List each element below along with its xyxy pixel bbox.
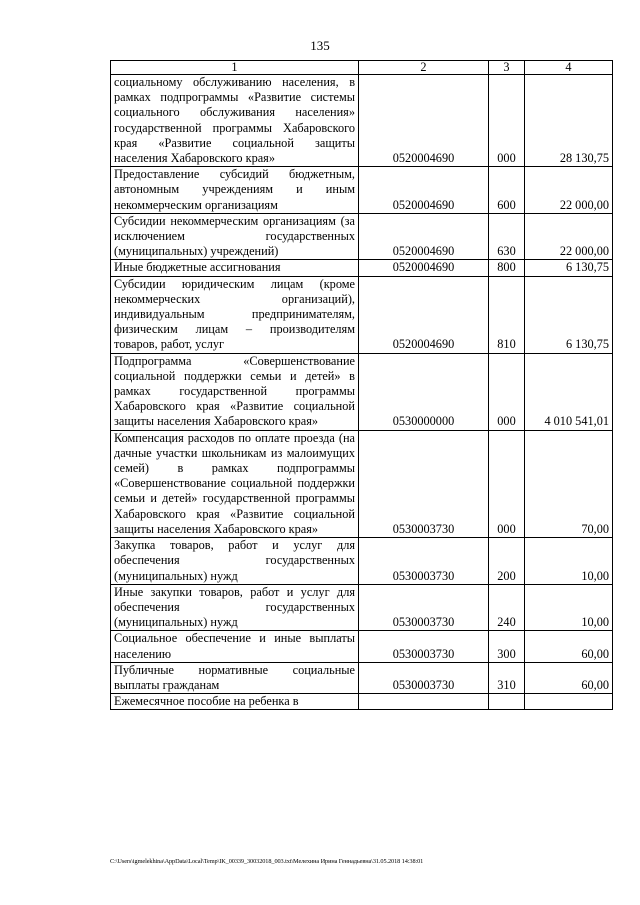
row-amount-cell: 28 130,75 <box>525 75 613 167</box>
row-amount-cell: 70,00 <box>525 430 613 537</box>
row-amount-cell: 60,00 <box>525 662 613 693</box>
row-code-cell: 0530003730 <box>359 430 489 537</box>
table-row <box>111 584 613 631</box>
budget-table <box>110 60 613 710</box>
row-amount-cell: 10,00 <box>525 584 613 631</box>
table-row <box>111 353 613 430</box>
row-code-cell: 0530003730 <box>359 584 489 631</box>
row-name-cell: Субсидии юридическим лицам (кроме некоммерческих организаций), индивидуальным предпринимателям, физическим лицам – производителям товаров, работ, услуг <box>111 276 359 353</box>
row-type-cell: 810 <box>489 276 525 353</box>
header-col-2: 2 <box>359 61 489 75</box>
page-number: 135 <box>310 38 330 53</box>
row-code-cell: 0520004690 <box>359 213 489 260</box>
table-row <box>111 276 613 353</box>
row-name-cell: Закупка товаров, работ и услуг для обеспечения государственных (муниципальных) нужд <box>111 538 359 585</box>
header-col-4: 4 <box>525 61 613 75</box>
header-col-3: 3 <box>489 61 525 75</box>
row-code-cell: 0530000000 <box>359 353 489 430</box>
row-type-cell: 300 <box>489 631 525 662</box>
row-name-cell: Субсидии некоммерческим организациям (за исключением государственных (муниципальных) учреждений) <box>111 213 359 260</box>
row-type-cell: 240 <box>489 584 525 631</box>
row-type-cell: 000 <box>489 430 525 537</box>
row-code-cell: 0530003730 <box>359 662 489 693</box>
row-name-cell: Компенсация расходов по оплате проезда (на дачные участки школьникам из малоимущих семей) в рамках подпрограммы «Совершенствование социальной поддержки семьи и детей» государственной программы Хабаровского края «Развитие социальной защиты населения Хабаровского края» <box>111 430 359 537</box>
row-type-cell <box>489 694 525 710</box>
row-type-cell: 200 <box>489 538 525 585</box>
table-row <box>111 430 613 537</box>
table-row <box>111 538 613 585</box>
row-amount-cell: 22 000,00 <box>525 213 613 260</box>
row-name-cell: Предоставление субсидий бюджетным, автономным учреждениям и иным некоммерческим организациям <box>111 167 359 214</box>
table-header-row <box>111 61 613 75</box>
row-code-cell: 0530003730 <box>359 631 489 662</box>
row-type-cell: 630 <box>489 213 525 260</box>
row-code-cell: 0520004690 <box>359 260 489 276</box>
row-code-cell: 0520004690 <box>359 75 489 167</box>
file-path-footer: C:\Users\igmelekhina\AppData\Local\Temp\IK_00339_30032018_003.txt\Мелехина Ирина Геннадьевна\31.05.2018 14:38:01 <box>110 858 424 865</box>
row-amount-cell: 6 130,75 <box>525 276 613 353</box>
row-code-cell: 0530003730 <box>359 538 489 585</box>
table-row <box>111 662 613 693</box>
header-col-1: 1 <box>111 61 359 75</box>
row-name-cell: Ежемесячное пособие на ребенка в <box>111 694 359 710</box>
row-name-cell: Иные закупки товаров, работ и услуг для обеспечения государственных (муниципальных) нужд <box>111 584 359 631</box>
table-row <box>111 260 613 276</box>
row-code-cell: 0520004690 <box>359 167 489 214</box>
table-row <box>111 167 613 214</box>
row-code-cell <box>359 694 489 710</box>
row-amount-cell: 22 000,00 <box>525 167 613 214</box>
table-row <box>111 694 613 710</box>
row-amount-cell: 4 010 541,01 <box>525 353 613 430</box>
table-row <box>111 631 613 662</box>
row-name-cell: Подпрограмма «Совершенствование социальной поддержки семьи и детей» в рамках государственной программы Хабаровского края «Развитие социальной защиты населения Хабаровского края» <box>111 353 359 430</box>
row-type-cell: 000 <box>489 353 525 430</box>
row-name-cell: социальному обслуживанию населения, в рамках подпрограммы «Развитие системы социального обслуживания населения» государственной программы Хабаровского края «Развитие социальной защиты населения Хабаровского края» <box>111 75 359 167</box>
row-name-cell: Социальное обеспечение и иные выплаты населению <box>111 631 359 662</box>
row-name-cell: Публичные нормативные социальные выплаты гражданам <box>111 662 359 693</box>
row-type-cell: 000 <box>489 75 525 167</box>
table-row <box>111 75 613 167</box>
table-row <box>111 213 613 260</box>
row-amount-cell <box>525 694 613 710</box>
row-amount-cell: 60,00 <box>525 631 613 662</box>
row-type-cell: 800 <box>489 260 525 276</box>
row-code-cell: 0520004690 <box>359 276 489 353</box>
row-amount-cell: 10,00 <box>525 538 613 585</box>
row-type-cell: 310 <box>489 662 525 693</box>
row-amount-cell: 6 130,75 <box>525 260 613 276</box>
row-name-cell: Иные бюджетные ассигнования <box>111 260 359 276</box>
row-type-cell: 600 <box>489 167 525 214</box>
